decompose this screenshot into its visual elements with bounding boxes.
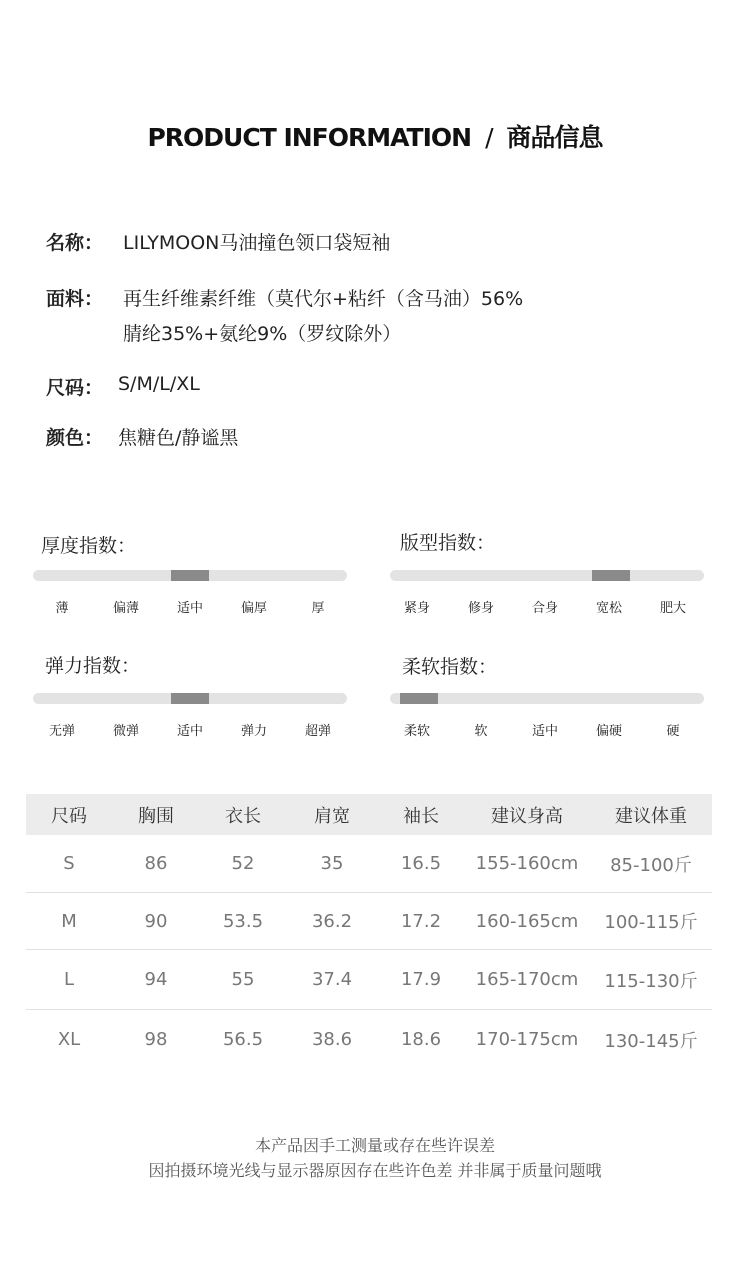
info-name-label: 名称： [46, 232, 104, 254]
gauge-tick: 弹力 [240, 724, 268, 739]
title-separator: / [485, 123, 493, 152]
title-en: PRODUCT INFORMATION [147, 123, 472, 152]
table-cell: 55 [200, 950, 286, 1010]
gauge-thickness-ticks [30, 597, 350, 615]
gauge-thickness-track [33, 570, 347, 581]
table-cell: 37.4 [286, 950, 378, 1010]
info-size-value: S/M/L/XL [118, 373, 200, 395]
table-cell: 130-145斤 [604, 1030, 698, 1052]
table-cell: 155-160cm [464, 835, 590, 893]
table-cell: 17.9 [378, 950, 464, 1010]
table-header: 胸围 [112, 794, 200, 835]
gauge-elasticity-ticks [30, 720, 350, 738]
table-cell: 115-130斤 [590, 950, 712, 1010]
gauge-elasticity-indicator [171, 693, 209, 704]
table-row [26, 893, 712, 950]
table-row [26, 950, 712, 1010]
table-cell: 165-170cm [464, 950, 590, 1010]
gauge-elasticity-track [33, 693, 347, 704]
table-cell: 100-115斤 [590, 893, 712, 950]
gauge-tick: 硬 [666, 724, 680, 739]
gauge-tick: 肥大 [659, 601, 687, 616]
table-cell: S [26, 835, 112, 893]
table-cell: 35 [286, 835, 378, 893]
gauge-tick: 适中 [176, 601, 204, 616]
table-cell: 160-165cm [464, 893, 590, 950]
info-name-value: LILYMOON马油撞色领口袋短袖 [123, 232, 391, 254]
gauge-fit-track [390, 570, 704, 581]
table-cell: M [26, 893, 112, 950]
gauge-tick: 厚 [311, 601, 325, 616]
table-cell: 56.5 [222, 1029, 264, 1050]
gauge-tick: 薄 [55, 601, 69, 616]
info-name-row [46, 228, 391, 255]
gauge-tick: 微弹 [112, 724, 140, 739]
table-cell: L [26, 950, 112, 1010]
table-row [26, 1010, 712, 1070]
table-cell: 17.2 [378, 893, 464, 950]
info-size-row [46, 373, 200, 400]
table-cell: XL [57, 1029, 81, 1050]
table-cell: 90 [112, 893, 200, 950]
info-color-row [46, 423, 239, 450]
gauge-softness-title: 柔软指数： [402, 656, 498, 678]
info-size-label: 尺码： [46, 377, 104, 399]
table-header: 袖长 [378, 794, 464, 835]
note-color-difference: 因拍摄环境光线与显示器原因存在些许色差 并非属于质量问题哦 [148, 1161, 602, 1180]
gauge-tick: 宽松 [595, 601, 623, 616]
gauge-fit-ticks [385, 597, 705, 615]
table-cell: 18.6 [400, 1029, 442, 1050]
table-header: 建议体重 [590, 794, 712, 835]
table-cell: 38.6 [311, 1029, 353, 1050]
gauge-fit-indicator [592, 570, 630, 581]
info-fabric-row [46, 284, 524, 311]
gauge-tick: 紧身 [403, 601, 431, 616]
table-cell: 86 [112, 835, 200, 893]
table-header: 肩宽 [286, 794, 378, 835]
table-cell: 85-100斤 [590, 835, 712, 893]
gauge-softness-indicator [400, 693, 438, 704]
gauge-thickness-title: 厚度指数： [41, 535, 137, 557]
size-table [26, 794, 712, 1069]
table-cell: 98 [144, 1029, 168, 1050]
table-cell: 16.5 [378, 835, 464, 893]
title-cn: 商品信息 [506, 123, 603, 152]
info-fabric-label: 面料： [46, 288, 104, 310]
gauge-tick: 柔软 [403, 724, 431, 739]
gauge-thickness-indicator [171, 570, 209, 581]
table-cell: 52 [200, 835, 286, 893]
info-color-label: 颜色： [46, 427, 104, 449]
gauge-tick: 软 [474, 724, 488, 739]
gauge-tick: 合身 [531, 601, 559, 616]
gauge-tick: 适中 [176, 724, 204, 739]
gauge-tick: 适中 [531, 724, 559, 739]
table-cell: 170-175cm [475, 1029, 579, 1050]
info-fabric-value-line2: 腈纶35%+氨纶9%（罗纹除外） [123, 323, 402, 345]
table-cell: 36.2 [286, 893, 378, 950]
table-cell: 94 [112, 950, 200, 1010]
gauge-tick: 偏薄 [112, 601, 140, 616]
gauge-fit-title: 版型指数： [400, 532, 496, 554]
table-header: 衣长 [200, 794, 286, 835]
table-header: 建议身高 [464, 794, 590, 835]
gauge-tick: 修身 [467, 601, 495, 616]
page-title [0, 118, 750, 154]
gauge-softness-ticks [385, 720, 705, 738]
gauge-elasticity-title: 弹力指数： [45, 655, 141, 677]
note-measurement: 本产品因手工测量或存在些许误差 [254, 1136, 495, 1155]
gauge-tick: 偏厚 [240, 601, 268, 616]
gauge-tick: 超弹 [304, 724, 332, 739]
table-header-row [26, 794, 712, 835]
info-color-value: 焦糖色/静谧黑 [118, 427, 239, 449]
gauge-softness-track [390, 693, 704, 704]
table-header: 尺码 [26, 794, 112, 835]
info-fabric-value-line1: 再生纤维素纤维（莫代尔+粘纤（含马油）56% [123, 288, 524, 310]
gauge-tick: 偏硬 [595, 724, 623, 739]
table-row [26, 835, 712, 893]
gauge-tick: 无弹 [48, 724, 76, 739]
table-cell: 53.5 [200, 893, 286, 950]
